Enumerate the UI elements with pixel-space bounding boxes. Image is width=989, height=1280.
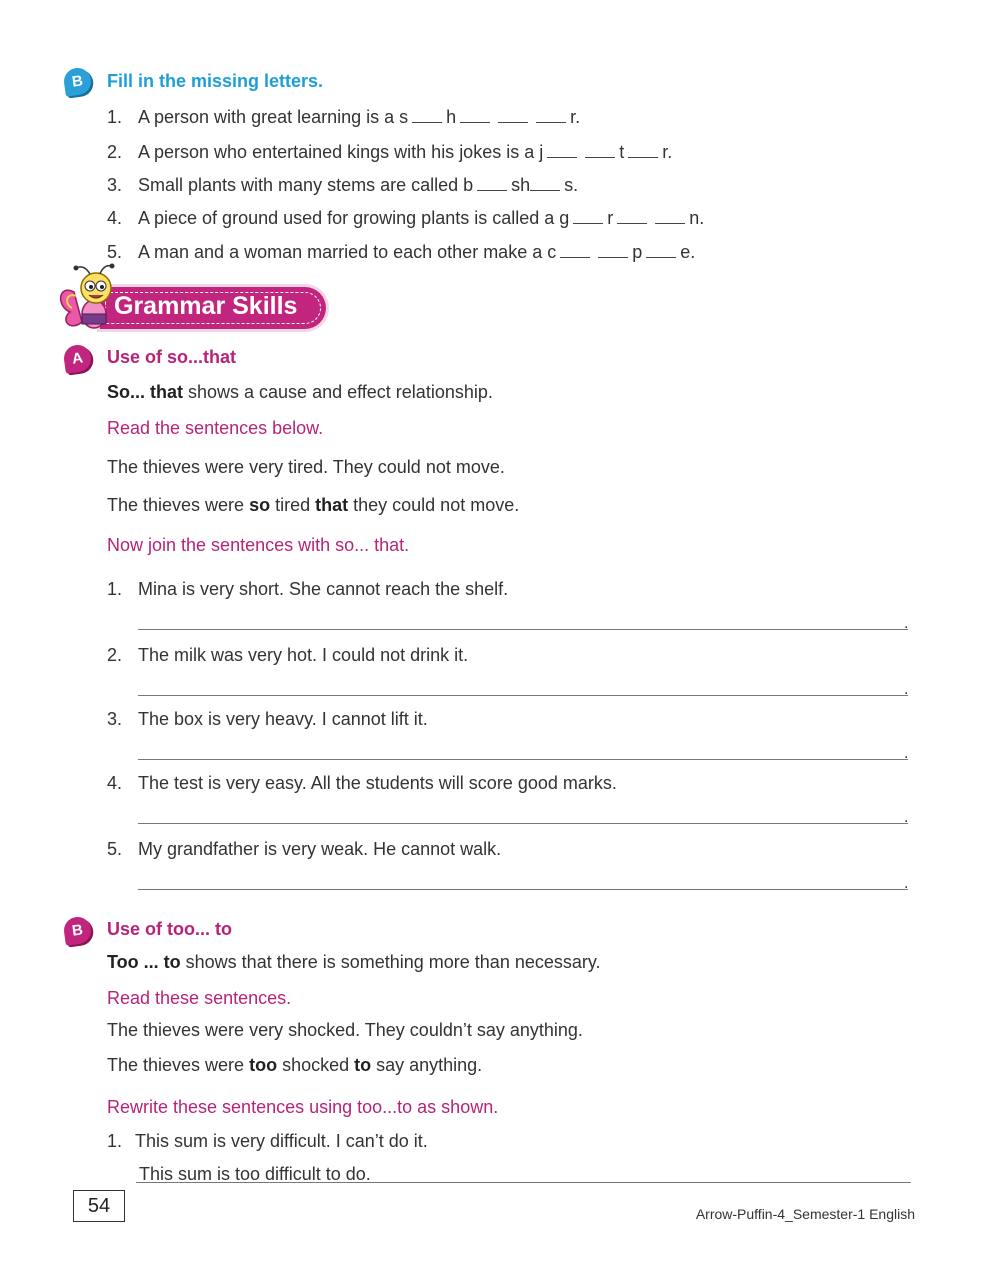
letter-blank[interactable]: [412, 106, 442, 123]
fill-text: A person with great learning is a s: [138, 107, 409, 127]
item-number: 3.: [107, 175, 123, 195]
answer-line-2[interactable]: [138, 695, 908, 696]
too-example-sentence-1: The thieves were very shocked. They couldn’t say anything.: [107, 1020, 583, 1040]
text: The thieves were: [107, 495, 250, 515]
letter-blank[interactable]: [530, 174, 560, 191]
so-that-item-1: [107, 577, 508, 601]
fill-text: r.: [662, 142, 673, 162]
letter-blank[interactable]: [628, 141, 658, 158]
intro-bold: Too ... to: [107, 952, 181, 972]
item-number: 5.: [107, 242, 123, 262]
item-text: My grandfather is very weak. He cannot walk.: [138, 839, 502, 859]
banner-title: Grammar Skills: [114, 292, 298, 320]
fill-text: e.: [680, 242, 696, 262]
item-number: 1.: [107, 1131, 123, 1151]
item-text: The box is very heavy. I cannot lift it.: [138, 709, 428, 729]
answer-line-3[interactable]: [138, 759, 908, 760]
section-title-so-that: Use of so...that: [107, 347, 237, 367]
section-title-fill-letters: Fill in the missing letters.: [107, 71, 324, 91]
line-end: .: [904, 745, 909, 762]
grammar-skills-banner: [100, 287, 326, 329]
fill-text: A piece of ground used for growing plants is called a g: [138, 208, 570, 228]
letter-blank[interactable]: [598, 241, 628, 258]
letter-blank[interactable]: [477, 174, 507, 191]
example-sentence-2: [107, 493, 519, 517]
fill-item-3: [107, 173, 578, 197]
so-that-item-4: [107, 771, 617, 795]
join-instruction: Now join the sentences with so... that.: [107, 535, 410, 555]
page-number: 54: [73, 1190, 125, 1222]
item-number: 2.: [107, 142, 123, 162]
section-badge-b2: B: [62, 915, 92, 945]
section-title-too-to: Use of too... to: [107, 919, 232, 939]
bold-word: too: [249, 1055, 278, 1075]
item-text: This sum is very difficult. I can’t do it.: [135, 1131, 428, 1151]
fill-text: r: [607, 208, 614, 228]
example-sentence-1: The thieves were very tired. They could not move.: [107, 457, 505, 477]
text: say anything.: [371, 1055, 483, 1075]
item-text: The milk was very hot. I could not drink it.: [138, 645, 469, 665]
section-badge-b: B: [62, 66, 92, 96]
answer-line-4[interactable]: [138, 823, 908, 824]
item-text: Mina is very short. She cannot reach the shelf.: [138, 579, 509, 599]
answer-line-1[interactable]: [138, 629, 908, 630]
letter-blank[interactable]: [646, 241, 676, 258]
section-badge-a: A: [62, 343, 92, 373]
item-number: 3.: [107, 709, 123, 729]
text: The thieves were: [107, 1055, 250, 1075]
letter-blank[interactable]: [573, 207, 603, 224]
letter-blank[interactable]: [585, 141, 615, 158]
item-number: 1.: [107, 107, 123, 127]
letter-blank[interactable]: [547, 141, 577, 158]
item-number: 5.: [107, 839, 123, 859]
fill-text: A man and a woman married to each other make a c: [138, 242, 557, 262]
fill-text: r.: [570, 107, 581, 127]
text: they could not move.: [348, 495, 520, 515]
line-end: .: [904, 875, 909, 892]
bold-word: to: [354, 1055, 372, 1075]
text: tired: [270, 495, 316, 515]
read-instruction-2: Read these sentences.: [107, 988, 292, 1008]
bold-word: so: [249, 495, 271, 515]
intro-text: shows a cause and effect relationship.: [183, 382, 493, 402]
item-number: 4.: [107, 208, 123, 228]
too-example-sentence-2: [107, 1053, 482, 1077]
so-that-intro: [107, 380, 493, 404]
letter-blank[interactable]: [460, 106, 490, 123]
read-instruction: Read the sentences below.: [107, 418, 324, 438]
book-title-footer: Arrow-Puffin-4_Semester-1 English: [695, 1206, 915, 1222]
bold-word: that: [315, 495, 349, 515]
answer-line-sample[interactable]: [136, 1182, 911, 1183]
item-text: The test is very easy. All the students will score good marks.: [138, 773, 617, 793]
letter-blank[interactable]: [560, 241, 590, 258]
rewrite-instruction: Rewrite these sentences using too...to as shown.: [107, 1097, 499, 1117]
intro-text: shows that there is something more than necessary.: [180, 952, 601, 972]
fill-item-2: [107, 140, 672, 164]
fill-text: s.: [564, 175, 579, 195]
fill-item-5: [107, 240, 695, 264]
item-number: 4.: [107, 773, 123, 793]
line-end: .: [904, 681, 909, 698]
fill-item-4: [107, 206, 704, 230]
line-end: .: [904, 615, 909, 632]
letter-blank[interactable]: [617, 207, 647, 224]
so-that-item-5: [107, 837, 501, 861]
answer-line-5[interactable]: [138, 889, 908, 890]
intro-bold: So... that: [107, 382, 183, 402]
line-end: .: [904, 809, 909, 826]
letter-blank[interactable]: [536, 106, 566, 123]
text: shocked: [277, 1055, 355, 1075]
so-that-item-2: [107, 643, 468, 667]
fill-text: n.: [689, 208, 705, 228]
fill-text: sh: [511, 175, 531, 195]
fill-text: h: [446, 107, 457, 127]
sample-answer: This sum is too difficult to do.: [139, 1164, 371, 1184]
too-to-intro: [107, 950, 601, 974]
too-to-item-1: [107, 1129, 428, 1153]
letter-blank[interactable]: [655, 207, 685, 224]
butterfly-mascot-icon: [56, 262, 126, 334]
letter-blank[interactable]: [498, 106, 528, 123]
item-number: 1.: [107, 579, 123, 599]
fill-text: p: [632, 242, 643, 262]
fill-item-1: [107, 105, 580, 129]
fill-text: Small plants with many stems are called b: [138, 175, 474, 195]
item-number: 2.: [107, 645, 123, 665]
fill-text: t: [619, 142, 625, 162]
so-that-item-3: [107, 707, 428, 731]
fill-text: A person who entertained kings with his jokes is a j: [138, 142, 544, 162]
